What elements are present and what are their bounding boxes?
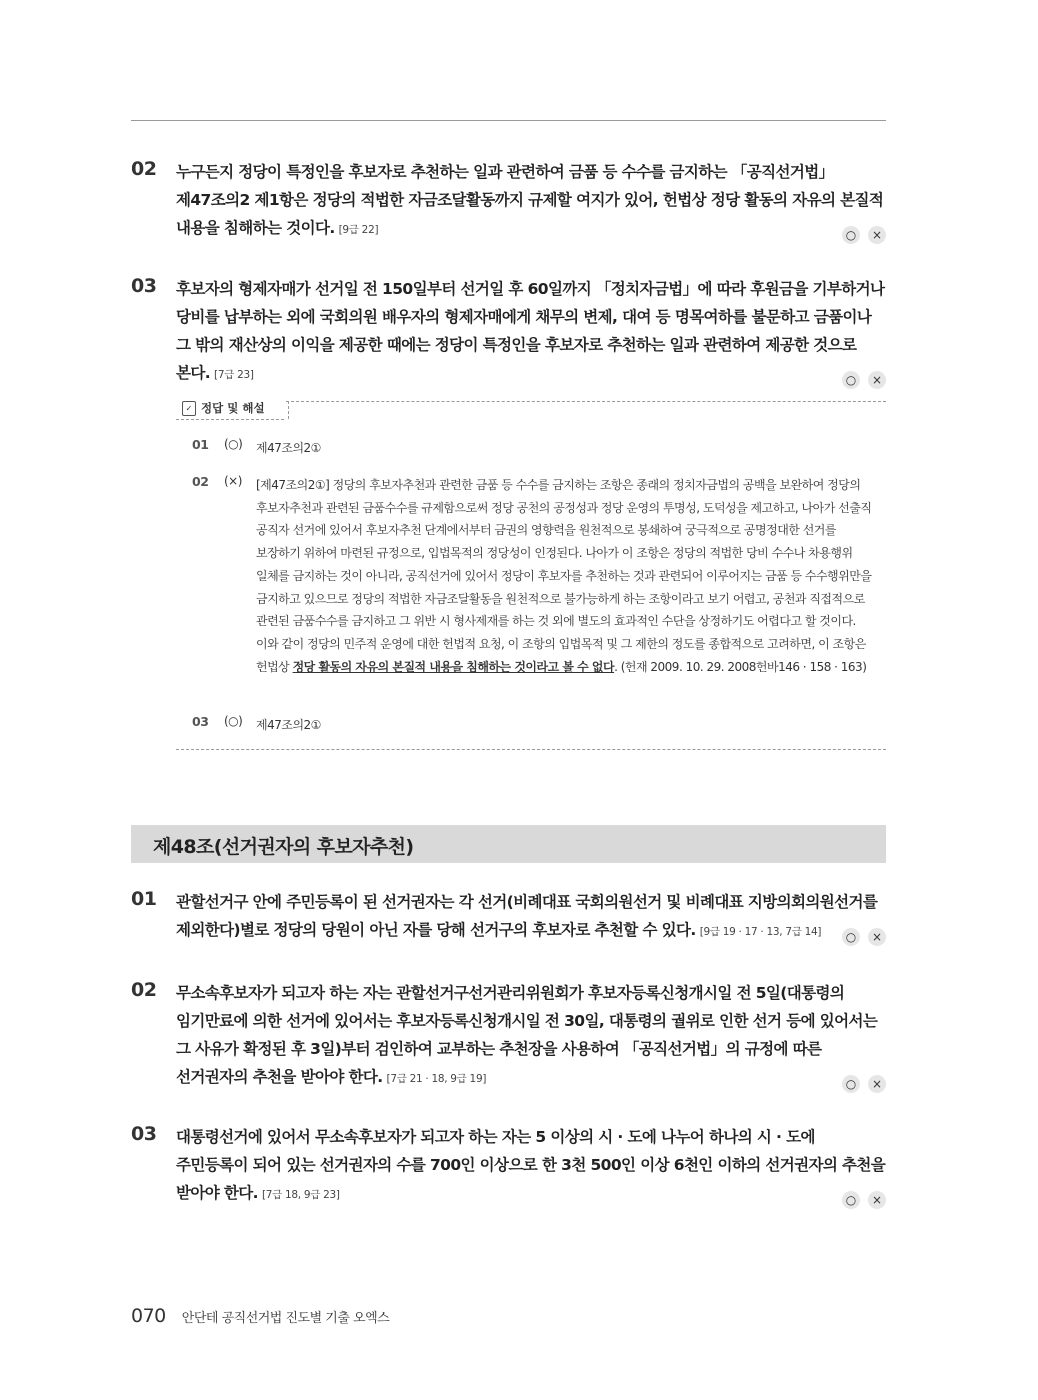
page-footer [131, 1305, 389, 1327]
dashed-divider [176, 419, 284, 420]
answer-title: 정답 및 해설 [201, 401, 265, 415]
answer-emphasis: 정당 활동의 자유의 본질적 내용을 침해하는 것이라고 볼 수 없다 [292, 659, 615, 674]
answer-icon: ✓ [182, 401, 196, 416]
question-source: [7급 18, 9급 23] [261, 1189, 340, 1201]
book-title: 안단테 공직선거법 진도별 기출 오엑스 [181, 1311, 390, 1326]
dashed-divider [286, 401, 886, 402]
answer-number: 03 [192, 714, 209, 729]
answer-body: 제47조의2① [256, 718, 321, 732]
question-text: 대통령선거에 있어서 무소속후보자가 되고자 하는 자는 5 이상의 시 · 도에 나누어 하나의 시 · 도에 주민등록이 되어 있는 선거권자의 수를 700인 이상으로 한 3천 500인 이상 6천인 이하의 선거권자의 추천을 받아야 한다. [7급 18, 9급 23] [176, 1128, 886, 1202]
question-text: 후보자의 형제자매가 선거일 전 150일부터 선거일 후 60일까지 「정치자금법」에 따라 후원금을 기부하거나 당비를 납부하는 외에 국회의원 배우자의 형제자매에게 채무의 변제, 대여 등 명목여하를 불문하고 금품이나 그 밖의 재산상의 이익을 제공한 때에는 정당이 특정인을 후보자로 추천하는 일과 관련하여 제공한 것으로 본다. [7급 23] [176, 280, 885, 382]
answer-mark: (○) [224, 714, 243, 728]
question-02 [131, 979, 886, 1093]
o-choice-icon[interactable]: ○ [842, 928, 860, 946]
answer-item [192, 714, 872, 737]
x-choice-icon[interactable]: × [868, 1075, 886, 1093]
o-choice-icon[interactable]: ○ [842, 226, 860, 244]
o-choice-icon[interactable]: ○ [842, 371, 860, 389]
answer-number: 01 [192, 437, 209, 452]
question-source: [9급 22] [338, 224, 379, 236]
question-number: 01 [131, 888, 157, 910]
question-number: 02 [131, 158, 157, 180]
question-source: [7급 23] [214, 369, 254, 381]
x-choice-icon[interactable]: × [868, 226, 886, 244]
question-text: 누구든지 정당이 특정인을 후보자로 추천하는 일과 관련하여 금품 등 수수를 금지하는 「공직선거법」 제47조의2 제1항은 정당의 적법한 자금조달활동까지 규제할 여지가 있어, 헌법상 정당 활동의 자유의 본질적 내용을 침해하는 것이다. [9급 22] [176, 163, 884, 237]
section-heading [131, 825, 886, 863]
x-choice-icon[interactable]: × [868, 371, 886, 389]
section-title: 제48조(선거권자의 후보자추천) [153, 836, 414, 858]
dashed-divider [176, 749, 886, 750]
dashed-divider [280, 401, 289, 419]
answer-body: [제47조의2①] 정당의 후보자추천과 관련한 금품 등 수수를 금지하는 조항은 종래의 정치자금법의 공백을 보완하여 정당의 후보자추천과 관련된 금품수수를 규제함으로써 정당 공천의 공정성과 정당 운영의 투명성, 도덕성을 제고하고, 나아가 선출직 공직자 선거에 있어서 후보자추천 단계에서부터 금권의 영향력을 원천적으로 봉쇄하여 궁극적으로 공명정대한 선거를 보장하기 위하여 마련된 규정으로, 입법목적의 정당성이 인정된다. 나아가 이 조항은 정당의 적법한 당비 수수나 차용행위 일체를 금지하는 것이 아니라, 공직선거에 있어서 정당이 후보자를 추천하는 것과 관련되어 이루어지는 금품 등 수수행위만을 금지하고 있으므로 정당의 적법한 자금조달활동을 원천적으로 불가능하게 하는 조항이라고 보기 어렵고, 공천과 직접적으로 관련된 금품수수를 금지하고 그 위반 시 형사제재를 하는 것 외에 별도의 효과적인 수단을 상정하기도 어렵다고 할 것이다. 이와 같이 정당의 민주적 운영에 대한 헌법적 요청, 이 조항의 입법목적 및 그 제한의 정도를 종합적으로 고려하면, 이 조항은 헌법상 정당 활동의 자유의 본질적 내용을 침해하는 것이라고 볼 수 없다. (헌재 2009. 10. 29. 2008헌바146 · 158 · 163) [256, 478, 872, 674]
page-number: 070 [131, 1305, 166, 1327]
question-text: 무소속후보자가 되고자 하는 자는 관할선거구선거관리위원회가 후보자등록신청개시일 전 5일(대통령의 임기만료에 의한 선거에 있어서는 후보자등록신청개시일 전 30일, 대통령의 궐위로 인한 선거 등에 있어서는 그 사유가 확정된 후 3일)부터 검인하여 교부하는 추천장을 사용하여 「공직선거법」의 규정에 따른 선거권자의 추천을 받아야 한다. [7급 21 · 18, 9급 19] [176, 984, 878, 1086]
answer-explanation-box [176, 400, 886, 750]
ox-choices [842, 371, 886, 389]
question-source: [9급 19 · 17 · 13, 7급 14] [699, 926, 822, 938]
top-rule [131, 120, 886, 121]
question-03 [131, 1123, 886, 1209]
question-source: [7급 21 · 18, 9급 19] [386, 1073, 487, 1085]
o-choice-icon[interactable]: ○ [842, 1191, 860, 1209]
question-01 [131, 888, 886, 946]
answer-mark: (○) [224, 437, 243, 451]
question-text: 관할선거구 안에 주민등록이 된 선거권자는 각 선거(비례대표 국회의원선거 및 비례대표 지방의회의원선거를 제외한다)별로 정당의 당원이 아닌 자를 당해 선거구의 후보자로 추천할 수 있다. [9급 19 · 17 · 13, 7급 14] [176, 893, 878, 939]
answer-item [192, 474, 872, 678]
answer-item [192, 437, 872, 460]
answer-number: 02 [192, 474, 209, 489]
ox-choices [842, 1075, 886, 1093]
question-03 [131, 275, 886, 389]
question-number: 03 [131, 275, 157, 297]
x-choice-icon[interactable]: × [868, 1191, 886, 1209]
answer-tab [182, 400, 279, 416]
ox-choices [842, 928, 886, 946]
ox-choices [842, 1191, 886, 1209]
question-02 [131, 158, 886, 244]
question-number: 02 [131, 979, 157, 1001]
o-choice-icon[interactable]: ○ [842, 1075, 860, 1093]
question-number: 03 [131, 1123, 157, 1145]
answer-body: 제47조의2① [256, 441, 321, 455]
ox-choices [842, 226, 886, 244]
x-choice-icon[interactable]: × [868, 928, 886, 946]
answer-mark: (×) [224, 474, 242, 488]
